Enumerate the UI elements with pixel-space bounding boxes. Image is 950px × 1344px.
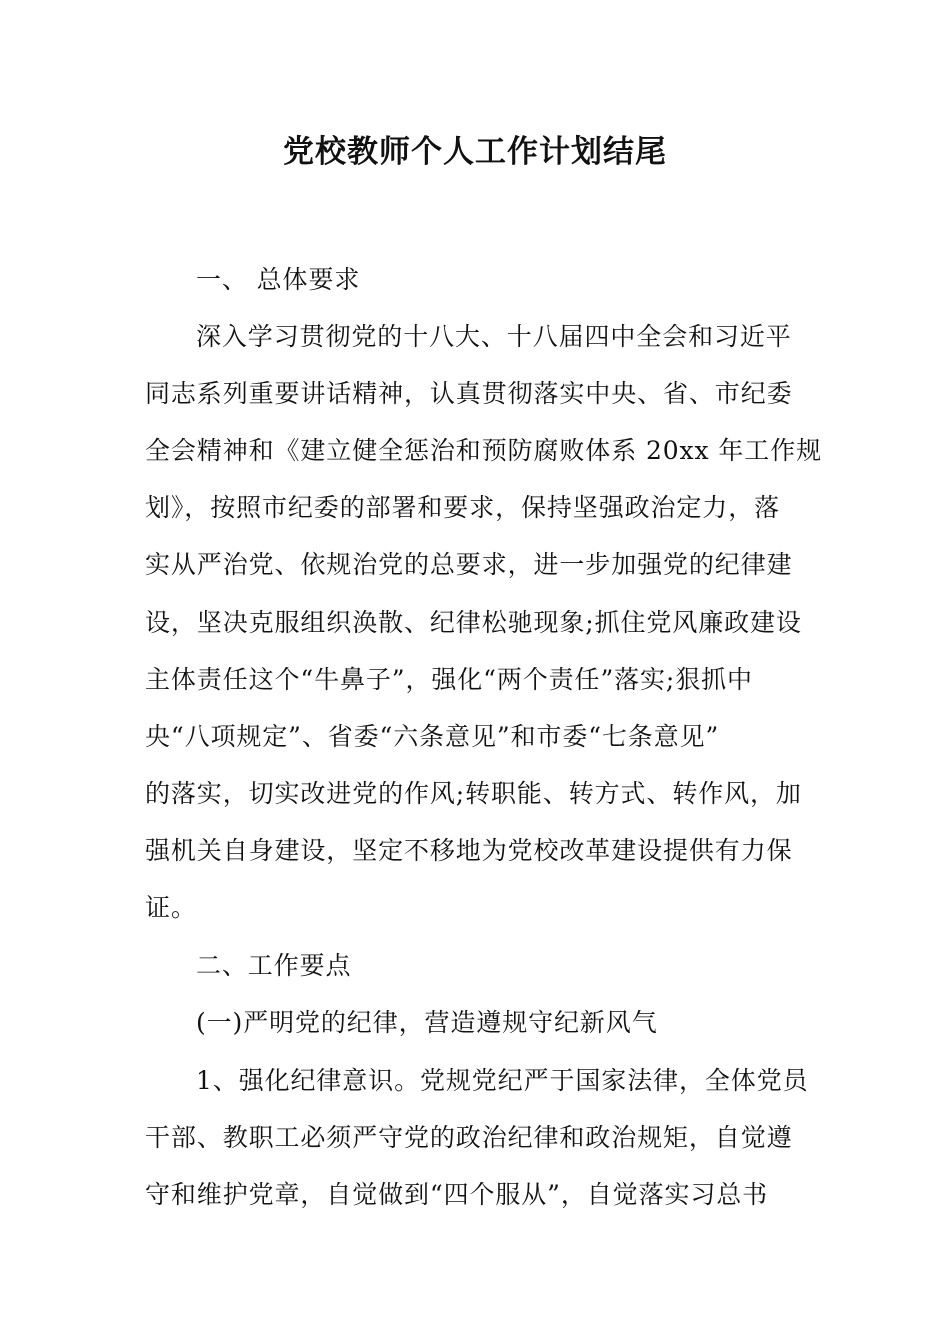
paragraph-1-line: 的落实，切实改进党的作风;转职能、转方式、转作风，加 [145,779,802,808]
paragraph-1-line: 证。 [145,893,197,922]
section-heading-1: 一、 总体要求 [196,265,361,294]
paragraph-1-line: 实从严治党、依规治党的总要求，进一步加强党的纪律建 [145,550,793,579]
paragraph-2-line: 守和维护党章，自觉做到“四个服从”，自觉落实习总书 [145,1180,769,1209]
paragraph-1-line: 划》，按照市纪委的部署和要求，保持坚强政治定力，落 [145,493,781,522]
paragraph-1-line: 强机关自身建设，坚定不移地为党校改革建设提供有力保 [145,836,793,865]
paragraph-1-line: 设，坚决克服组织涣散、纪律松驰现象;抓住党风廉政建设 [145,608,802,637]
paragraph-2-line: 1、强化纪律意识。党规党纪严于国家法律，全体党员 [196,1066,809,1095]
paragraph-1-line: 主体责任这个“牛鼻子”，强化“两个责任”落实;狠抓中 [145,665,753,694]
paragraph-1-line: 同志系列重要讲话精神，认真贯彻落实中央、省、市纪委 [145,379,793,408]
paragraph-1-line: 深入学习贯彻党的十八大、十八届四中全会和习近平 [196,322,792,351]
subsection-heading-1: (一)严明党的纪律，营造遵规守纪新风气 [196,1008,658,1037]
document-title: 党校教师个人工作计划结尾 [283,134,667,170]
section-heading-2: 二、工作要点 [196,951,352,980]
paragraph-2-line: 干部、教职工必须严守党的政治纪律和政治规矩，自觉遵 [145,1123,793,1152]
paragraph-1-line: 央“八项规定”、省委“六条意见”和市委“七条意见” [145,722,720,751]
paragraph-1-line: 全会精神和《建立健全惩治和预防腐败体系 20xx 年工作规 [145,436,823,465]
